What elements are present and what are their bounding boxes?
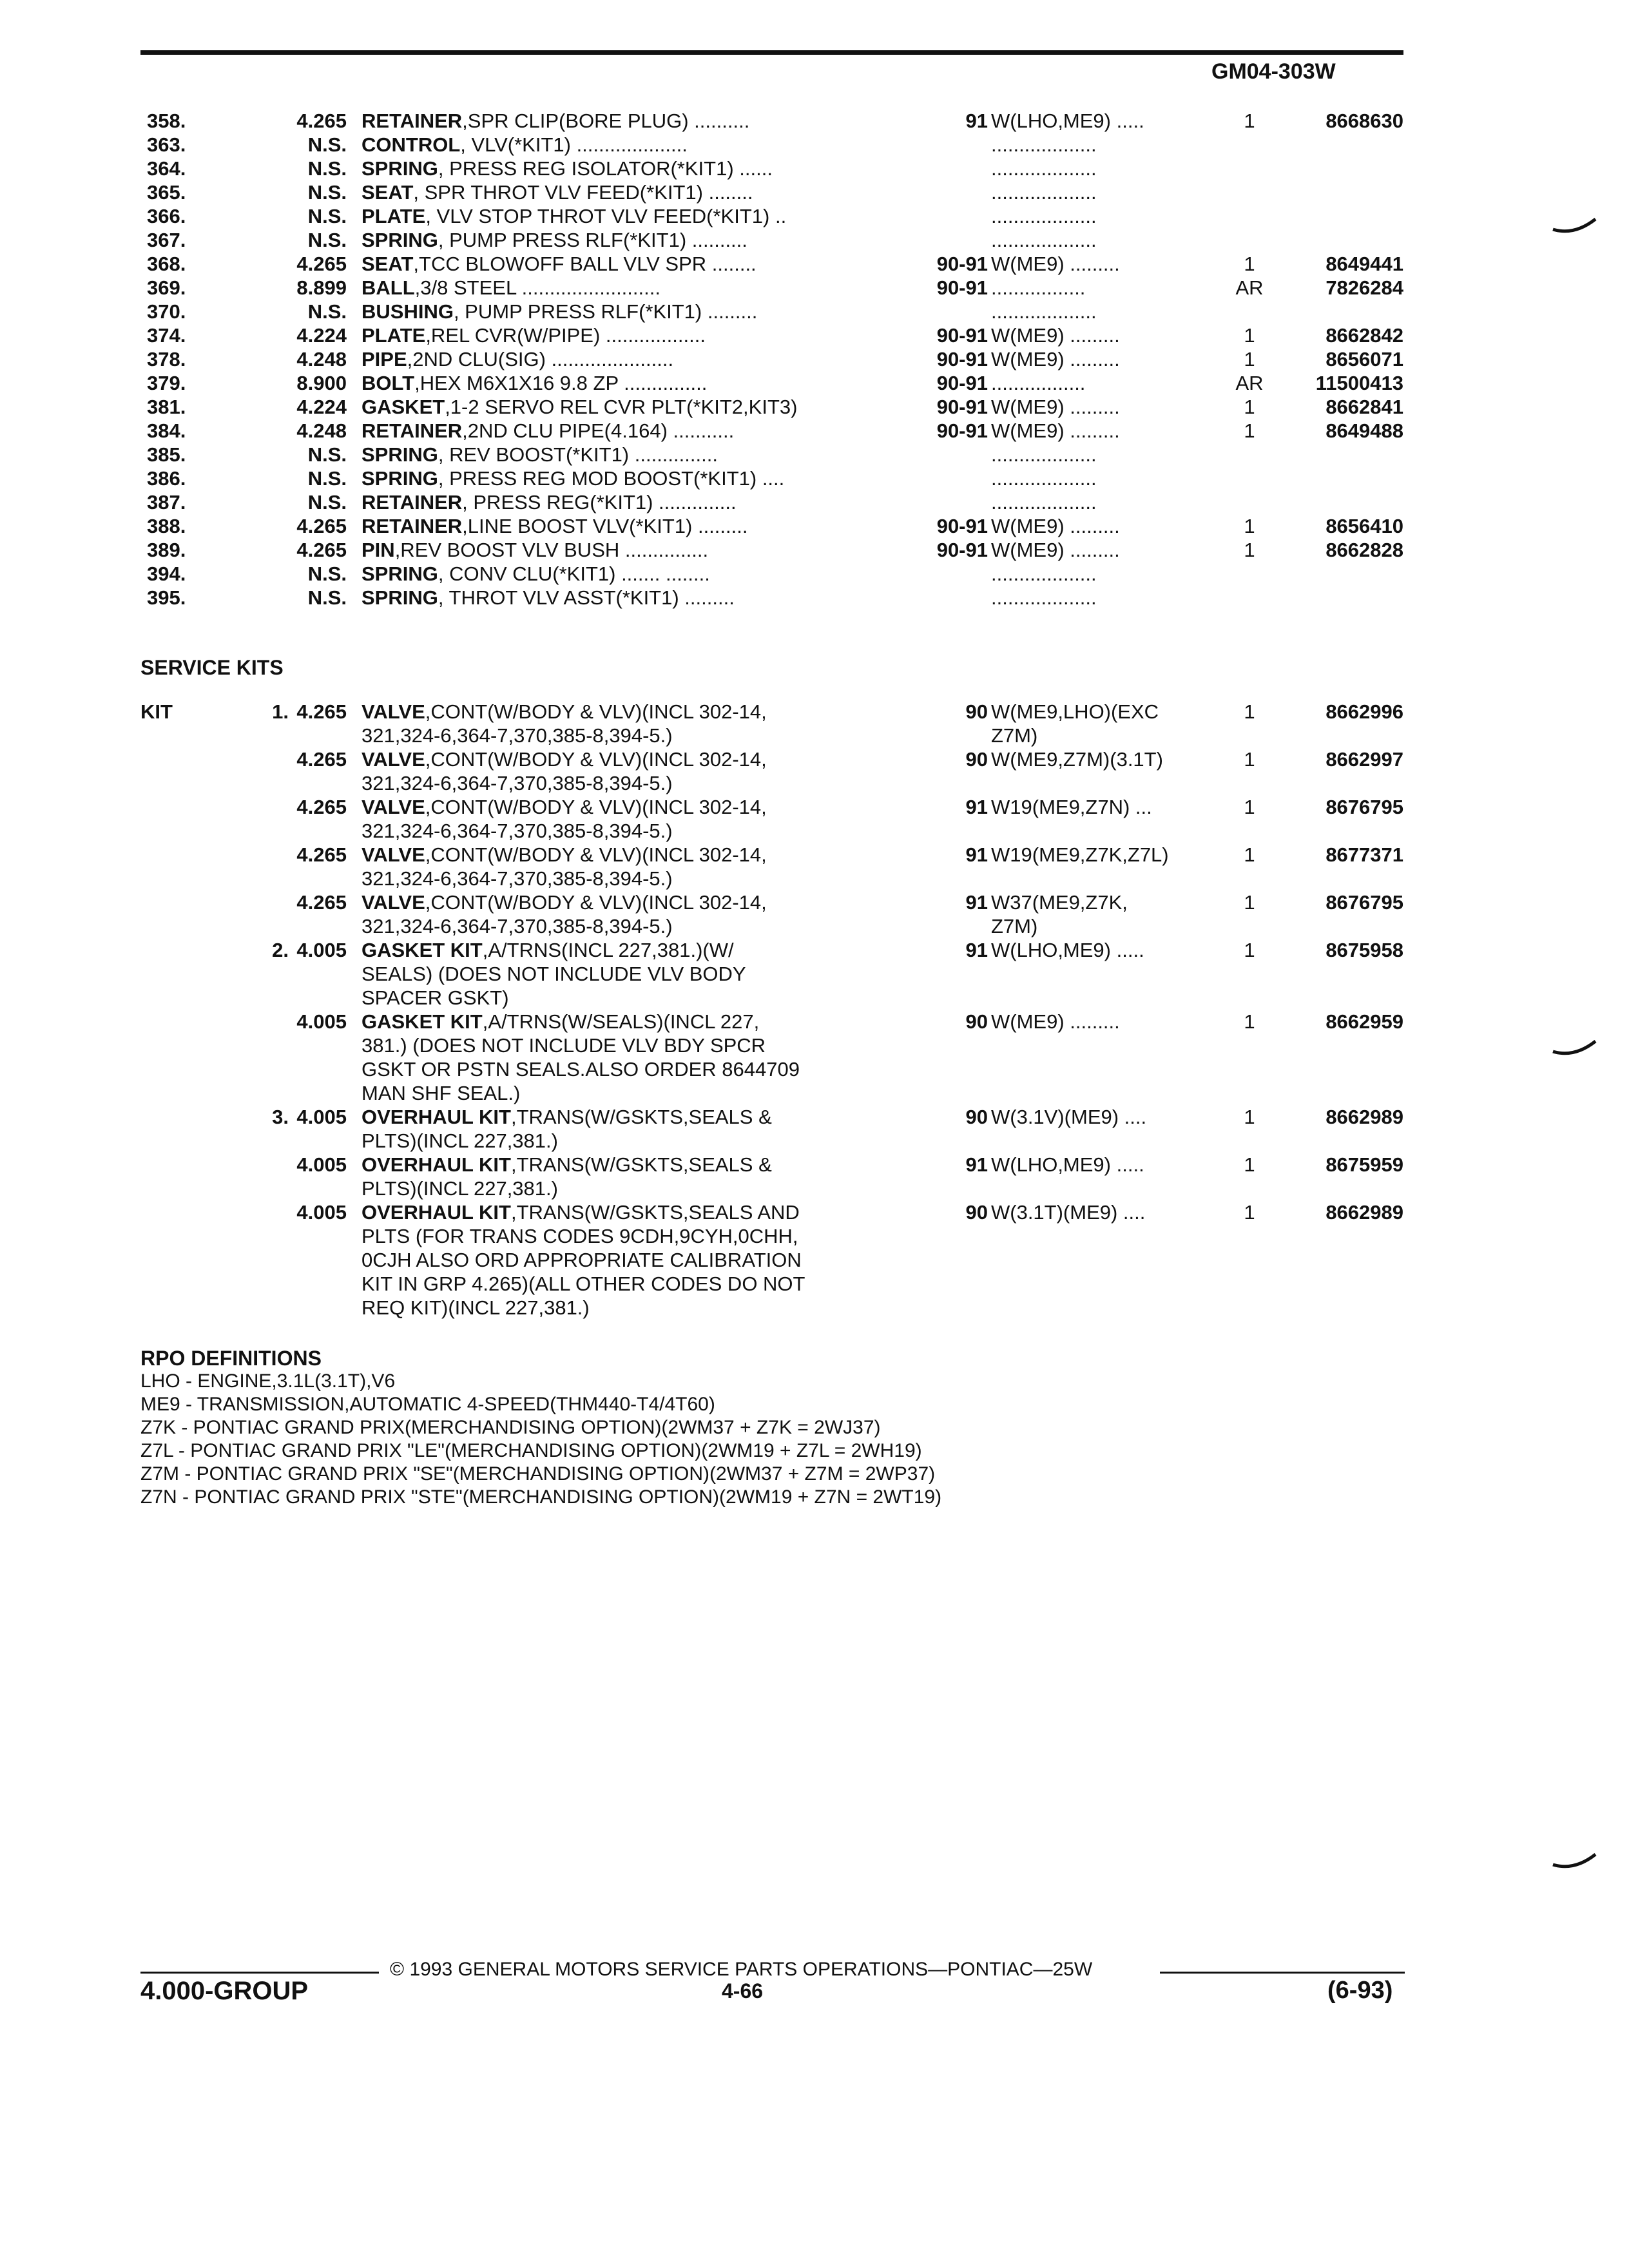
quantity: 1 xyxy=(1244,110,1255,132)
group-number: 8.900 xyxy=(296,372,347,394)
rpo-definition-line: Z7M - PONTIAC GRAND PRIX "SE"(MERCHANDISING OPTION)(2WM37 + Z7M = 2WP37) xyxy=(140,1463,936,1485)
group-number: N.S. xyxy=(307,562,347,585)
application: W(ME9) ......... xyxy=(991,396,1120,418)
model-year: 90-91 xyxy=(936,419,988,442)
quantity: 1 xyxy=(1244,891,1255,914)
part-description-detail: ,2ND CLU PIPE(4.164) ........... xyxy=(462,419,735,442)
model-year: 90 xyxy=(965,700,988,723)
group-number: 4.265 xyxy=(296,748,347,771)
application: ................... xyxy=(991,586,1097,609)
kit-name: VALVE xyxy=(361,796,425,818)
part-name: SPRING xyxy=(361,157,438,180)
model-year: 90-91 xyxy=(936,372,988,394)
kit-row xyxy=(140,1153,1403,1200)
part-name: GASKET xyxy=(361,396,445,418)
kit-row xyxy=(140,1200,1403,1320)
item-number: 388. xyxy=(147,515,186,537)
part-description-detail: , VLV(*KIT1) .................... xyxy=(460,133,688,156)
kit-name: OVERHAUL KIT xyxy=(361,1106,511,1128)
part-description-detail: ,2ND CLU(SIG) ...................... xyxy=(407,348,674,370)
quantity: 1 xyxy=(1244,1106,1255,1128)
group-number: 4.265 xyxy=(296,515,347,537)
application: ................... xyxy=(991,467,1097,490)
rpo-definition-line: ME9 - TRANSMISSION,AUTOMATIC 4-SPEED(THM440-T4/4T60) xyxy=(140,1394,715,1415)
application: W37(ME9,Z7K, Z7M) xyxy=(991,891,1128,937)
model-year: 90-91 xyxy=(936,348,988,370)
application: ................. xyxy=(991,372,1086,394)
part-description-detail: ,SPR CLIP(BORE PLUG) .......... xyxy=(462,110,750,132)
kit-number: 2. xyxy=(272,939,289,961)
quantity: 1 xyxy=(1244,796,1255,818)
quantity: 1 xyxy=(1244,939,1255,961)
part-description-detail: , PUMP PRESS RLF(*KIT1) .......... xyxy=(438,229,747,251)
model-year: 91 xyxy=(965,110,988,132)
part-row xyxy=(140,276,1403,300)
part-description-detail: ,LINE BOOST VLV(*KIT1) ......... xyxy=(462,515,748,537)
group-number: 4.265 xyxy=(296,843,347,866)
model-year: 90-91 xyxy=(936,539,988,561)
item-number: 379. xyxy=(147,372,186,394)
item-number: 358. xyxy=(147,110,186,132)
part-description-detail: , THROT VLV ASST(*KIT1) ......... xyxy=(438,586,735,609)
footer-rule-right xyxy=(1160,1972,1405,1974)
footer-rule-left xyxy=(140,1972,379,1974)
part-number: 8649441 xyxy=(1325,253,1403,275)
rpo-definition-line: Z7N - PONTIAC GRAND PRIX "STE"(MERCHANDISING OPTION)(2WM19 + Z7N = 2WT19) xyxy=(140,1486,942,1508)
footer-copyright: © 1993 GENERAL MOTORS SERVICE PARTS OPERATIONS—PONTIAC—25W xyxy=(390,1959,1093,1980)
quantity: AR xyxy=(1235,372,1264,394)
part-description-detail: ,HEX M6X1X16 9.8 ZP ............... xyxy=(414,372,708,394)
quantity: 1 xyxy=(1244,843,1255,866)
part-number: 8662828 xyxy=(1325,539,1403,561)
part-description-detail: , SPR THROT VLV FEED(*KIT1) ........ xyxy=(413,181,753,204)
part-name: SEAT xyxy=(361,253,414,275)
group-number: 4.005 xyxy=(296,939,347,961)
part-number: 8662997 xyxy=(1325,748,1403,771)
item-number: 364. xyxy=(147,157,186,180)
kit-label: KIT xyxy=(140,700,173,723)
part-description-detail: , PRESS REG MOD BOOST(*KIT1) .... xyxy=(438,467,785,490)
part-description xyxy=(361,133,1019,157)
part-row xyxy=(140,491,1403,515)
part-description xyxy=(361,157,1019,180)
top-rule xyxy=(140,50,1403,55)
quantity: 1 xyxy=(1244,253,1255,275)
item-number: 386. xyxy=(147,467,186,490)
part-row xyxy=(140,396,1403,419)
service-kits-list xyxy=(140,700,1403,1320)
item-number: 367. xyxy=(147,229,186,251)
part-row xyxy=(140,133,1403,157)
application: ................... xyxy=(991,491,1097,514)
item-number: 365. xyxy=(147,181,186,204)
model-year: 91 xyxy=(965,796,988,818)
group-number: 4.005 xyxy=(296,1010,347,1033)
group-number: 4.265 xyxy=(296,700,347,723)
group-number: N.S. xyxy=(307,586,347,609)
group-number: 4.265 xyxy=(296,253,347,275)
kit-number: 1. xyxy=(272,700,289,723)
part-name: RETAINER xyxy=(361,419,463,442)
kit-row xyxy=(140,1105,1403,1153)
part-name: BUSHING xyxy=(361,300,454,323)
part-name: SEAT xyxy=(361,181,414,204)
part-row xyxy=(140,515,1403,539)
group-number: 4.265 xyxy=(296,539,347,561)
kit-row xyxy=(140,795,1403,843)
part-row xyxy=(140,348,1403,372)
group-number: 4.248 xyxy=(296,348,347,370)
kit-description-detail: ,CONT(W/BODY & VLV)(INCL 302-14, 321,324-6,364-7,370,385-8,394-5.) xyxy=(361,700,767,747)
kit-description-detail: ,TRANS(W/GSKTS,SEALS & PLTS)(INCL 227,381.) xyxy=(361,1106,772,1152)
part-description-detail: , VLV STOP THROT VLV FEED(*KIT1) .. xyxy=(425,205,787,227)
application: W(ME9) ......... xyxy=(991,515,1120,537)
quantity: 1 xyxy=(1244,700,1255,723)
application: W19(ME9,Z7K,Z7L) xyxy=(991,843,1169,866)
part-description xyxy=(361,491,1019,514)
part-row xyxy=(140,324,1403,348)
group-number: 4.224 xyxy=(296,396,347,418)
kit-row xyxy=(140,747,1403,795)
part-description-detail: ,TCC BLOWOFF BALL VLV SPR ........ xyxy=(413,253,757,275)
item-number: 395. xyxy=(147,586,186,609)
model-year: 90 xyxy=(965,748,988,771)
part-number: 8668630 xyxy=(1325,110,1403,132)
part-name: RETAINER xyxy=(361,110,463,132)
part-row xyxy=(140,300,1403,324)
part-description-detail: ,3/8 STEEL ......................... xyxy=(414,276,660,299)
quantity: 1 xyxy=(1244,419,1255,442)
group-number: 4.265 xyxy=(296,891,347,914)
group-number: 4.265 xyxy=(296,796,347,818)
kit-description-detail: ,CONT(W/BODY & VLV)(INCL 302-14, 321,324-6,364-7,370,385-8,394-5.) xyxy=(361,796,767,842)
rpo-title: RPO DEFINITIONS xyxy=(140,1347,322,1370)
model-year: 91 xyxy=(965,891,988,914)
group-number: 8.899 xyxy=(296,276,347,299)
model-year: 91 xyxy=(965,843,988,866)
part-row xyxy=(140,467,1403,491)
part-name: PLATE xyxy=(361,324,426,347)
part-description xyxy=(361,443,1019,466)
application: ................... xyxy=(991,133,1097,156)
application: W(ME9,Z7M)(3.1T) xyxy=(991,748,1163,771)
part-number: 8675958 xyxy=(1325,939,1403,961)
item-number: 387. xyxy=(147,491,186,514)
part-name: SPRING xyxy=(361,586,438,609)
item-number: 384. xyxy=(147,419,186,442)
application: W(3.1V)(ME9) .... xyxy=(991,1106,1147,1128)
kit-description-detail: ,CONT(W/BODY & VLV)(INCL 302-14, 321,324-6,364-7,370,385-8,394-5.) xyxy=(361,748,767,794)
kit-name: VALVE xyxy=(361,843,425,866)
application: ................... xyxy=(991,300,1097,323)
part-description-detail: ,1-2 SERVO REL CVR PLT(*KIT2,KIT3) xyxy=(445,396,798,418)
quantity: 1 xyxy=(1244,396,1255,418)
kit-description-detail: ,A/TRNS(W/SEALS)(INCL 227, 381.) (DOES NOT INCLUDE VLV BDY SPCR GSKT OR PSTN SEALS.ALSO ORDER 8644709 MAN SHF SEAL.) xyxy=(361,1010,800,1104)
application: W(ME9) ......... xyxy=(991,419,1120,442)
quantity: 1 xyxy=(1244,515,1255,537)
part-description xyxy=(361,205,1019,228)
footer-group: 4.000-GROUP xyxy=(140,1977,309,2005)
part-name: SPRING xyxy=(361,467,438,490)
part-name: RETAINER xyxy=(361,491,463,514)
part-number: 8656410 xyxy=(1325,515,1403,537)
part-description xyxy=(361,229,1019,252)
item-number: 366. xyxy=(147,205,186,227)
part-row xyxy=(140,253,1403,276)
kit-row xyxy=(140,890,1403,938)
application: ................... xyxy=(991,229,1097,251)
application: W(LHO,ME9) ..... xyxy=(991,939,1144,961)
application: W(3.1T)(ME9) .... xyxy=(991,1201,1146,1224)
group-number: 4.005 xyxy=(296,1153,347,1176)
item-number: 374. xyxy=(147,324,186,347)
part-description xyxy=(361,467,1019,490)
kit-description-detail: ,TRANS(W/GSKTS,SEALS AND PLTS (FOR TRANS CODES 9CDH,9CYH,0CHH, 0CJH ALSO ORD APPROPRIATE CALIBRATION KIT IN GRP 4.265)(ALL OTHER CODES DO NOT REQ KIT)(INCL 227,381.) xyxy=(361,1201,805,1319)
part-number: 8656071 xyxy=(1325,348,1403,370)
part-name: PLATE xyxy=(361,205,426,227)
rpo-definitions xyxy=(140,1347,941,1509)
kit-row xyxy=(140,843,1403,890)
group-number: N.S. xyxy=(307,157,347,180)
kit-name: GASKET KIT xyxy=(361,1010,483,1033)
part-description xyxy=(361,181,1019,204)
margin-mark xyxy=(1552,1852,1597,1871)
item-number: 389. xyxy=(147,539,186,561)
group-number: 4.224 xyxy=(296,324,347,347)
part-number: 8649488 xyxy=(1325,419,1403,442)
kit-number: 3. xyxy=(272,1106,289,1128)
kit-name: VALVE xyxy=(361,700,425,723)
document-code: GM04-303W xyxy=(1211,59,1336,84)
part-name: BOLT xyxy=(361,372,415,394)
item-number: 378. xyxy=(147,348,186,370)
part-name: PIN xyxy=(361,539,395,561)
kit-name: VALVE xyxy=(361,748,425,771)
application: ................... xyxy=(991,181,1097,204)
quantity: 1 xyxy=(1244,1010,1255,1033)
part-row xyxy=(140,562,1403,586)
part-description-detail: , PRESS REG(*KIT1) .............. xyxy=(462,491,737,514)
group-number: N.S. xyxy=(307,467,347,490)
group-number: N.S. xyxy=(307,133,347,156)
group-number: 4.248 xyxy=(296,419,347,442)
group-number: N.S. xyxy=(307,443,347,466)
group-number: 4.265 xyxy=(296,110,347,132)
kit-name: GASKET KIT xyxy=(361,939,483,961)
part-number: 8676795 xyxy=(1325,796,1403,818)
kit-name: OVERHAUL KIT xyxy=(361,1153,511,1176)
group-number: N.S. xyxy=(307,229,347,251)
part-name: PIPE xyxy=(361,348,407,370)
rpo-lines xyxy=(140,1370,941,1509)
item-number: 394. xyxy=(147,562,186,585)
quantity: 1 xyxy=(1244,539,1255,561)
item-number: 381. xyxy=(147,396,186,418)
part-description-detail: ,REL CVR(W/PIPE) .................. xyxy=(425,324,706,347)
application: ................. xyxy=(991,276,1086,299)
part-number: 7826284 xyxy=(1325,276,1403,299)
quantity: 1 xyxy=(1244,324,1255,347)
part-row xyxy=(140,229,1403,253)
model-year: 90 xyxy=(965,1201,988,1224)
part-row xyxy=(140,157,1403,181)
group-number: 4.005 xyxy=(296,1106,347,1128)
part-name: SPRING xyxy=(361,443,438,466)
quantity: 1 xyxy=(1244,348,1255,370)
item-number: 370. xyxy=(147,300,186,323)
part-row xyxy=(140,586,1403,610)
group-number: N.S. xyxy=(307,205,347,227)
item-number: 363. xyxy=(147,133,186,156)
rpo-definition-line: Z7K - PONTIAC GRAND PRIX(MERCHANDISING OPTION)(2WM37 + Z7K = 2WJ37) xyxy=(140,1417,881,1438)
kit-description-detail: ,CONT(W/BODY & VLV)(INCL 302-14, 321,324-6,364-7,370,385-8,394-5.) xyxy=(361,891,767,937)
part-description-detail: , CONV CLU(*KIT1) ....... ........ xyxy=(438,562,710,585)
application: ................... xyxy=(991,205,1097,227)
part-description-detail: , PUMP PRESS RLF(*KIT1) ......... xyxy=(453,300,758,323)
rpo-definition-line: LHO - ENGINE,3.1L(3.1T),V6 xyxy=(140,1370,396,1392)
model-year: 90 xyxy=(965,1106,988,1128)
quantity: AR xyxy=(1235,276,1264,299)
part-number: 8662959 xyxy=(1325,1010,1403,1033)
part-row xyxy=(140,419,1403,443)
footer-date: (6-93) xyxy=(1327,1977,1393,2004)
part-number: 11500413 xyxy=(1315,372,1403,394)
kit-description-detail: ,CONT(W/BODY & VLV)(INCL 302-14, 321,324-6,364-7,370,385-8,394-5.) xyxy=(361,843,767,890)
model-year: 91 xyxy=(965,939,988,961)
kit-name: VALVE xyxy=(361,891,425,914)
footer-page-number: 4-66 xyxy=(722,1979,764,2003)
rpo-definition-line: Z7L - PONTIAC GRAND PRIX "LE"(MERCHANDISING OPTION)(2WM19 + Z7L = 2WH19) xyxy=(140,1440,922,1461)
part-description xyxy=(361,586,1019,610)
group-number: N.S. xyxy=(307,181,347,204)
item-number: 369. xyxy=(147,276,186,299)
part-row xyxy=(140,110,1403,133)
application: W(LHO,ME9) ..... xyxy=(991,110,1144,132)
application: ................... xyxy=(991,562,1097,585)
kit-name: OVERHAUL KIT xyxy=(361,1201,511,1224)
model-year: 90-91 xyxy=(936,324,988,347)
part-name: SPRING xyxy=(361,229,438,251)
application: W19(ME9,Z7N) ... xyxy=(991,796,1152,818)
application: W(ME9) ......... xyxy=(991,253,1120,275)
model-year: 90-91 xyxy=(936,515,988,537)
margin-mark xyxy=(1552,1039,1597,1058)
part-number: 8662989 xyxy=(1325,1106,1403,1128)
part-number: 8677371 xyxy=(1325,843,1403,866)
model-year: 91 xyxy=(965,1153,988,1176)
kit-row xyxy=(140,1010,1403,1105)
item-number: 385. xyxy=(147,443,186,466)
part-number: 8662996 xyxy=(1325,700,1403,723)
model-year: 90-91 xyxy=(936,276,988,299)
quantity: 1 xyxy=(1244,1201,1255,1224)
part-description-detail: , REV BOOST(*KIT1) ............... xyxy=(438,443,718,466)
part-description xyxy=(361,562,1019,586)
part-row xyxy=(140,205,1403,229)
model-year: 90-91 xyxy=(936,253,988,275)
part-row xyxy=(140,443,1403,467)
application: ................... xyxy=(991,443,1097,466)
part-name: CONTROL xyxy=(361,133,461,156)
part-number: 8662842 xyxy=(1325,324,1403,347)
part-number: 8676795 xyxy=(1325,891,1403,914)
item-number: 368. xyxy=(147,253,186,275)
part-description-detail: ,REV BOOST VLV BUSH ............... xyxy=(394,539,709,561)
part-row xyxy=(140,539,1403,562)
quantity: 1 xyxy=(1244,1153,1255,1176)
part-row xyxy=(140,181,1403,205)
application: W(LHO,ME9) ..... xyxy=(991,1153,1144,1176)
part-number: 8662989 xyxy=(1325,1201,1403,1224)
group-number: N.S. xyxy=(307,300,347,323)
part-name: RETAINER xyxy=(361,515,463,537)
kit-row xyxy=(140,700,1403,747)
kit-description-detail: ,TRANS(W/GSKTS,SEALS & PLTS)(INCL 227,381.) xyxy=(361,1153,772,1200)
parts-list xyxy=(140,110,1403,610)
part-row xyxy=(140,372,1403,396)
part-name: SPRING xyxy=(361,562,438,585)
kit-row xyxy=(140,938,1403,1010)
part-name: BALL xyxy=(361,276,415,299)
margin-mark xyxy=(1552,216,1597,236)
quantity: 1 xyxy=(1244,748,1255,771)
application: ................... xyxy=(991,157,1097,180)
application: W(ME9) ......... xyxy=(991,324,1120,347)
part-description-detail: , PRESS REG ISOLATOR(*KIT1) ...... xyxy=(438,157,773,180)
application: W(ME9,LHO)(EXC Z7M) xyxy=(991,700,1159,747)
application: W(ME9) ......... xyxy=(991,348,1120,370)
group-number: N.S. xyxy=(307,491,347,514)
part-number: 8662841 xyxy=(1325,396,1403,418)
application: W(ME9) ......... xyxy=(991,539,1120,561)
model-year: 90-91 xyxy=(936,396,988,418)
model-year: 90 xyxy=(965,1010,988,1033)
part-number: 8675959 xyxy=(1325,1153,1403,1176)
application: W(ME9) ......... xyxy=(991,1010,1120,1033)
kit-description-detail: ,A/TRNS(INCL 227,381.)(W/ SEALS) (DOES NOT INCLUDE VLV BODY SPACER GSKT) xyxy=(361,939,746,1009)
group-number: 4.005 xyxy=(296,1201,347,1224)
part-description xyxy=(361,300,1019,323)
service-kits-title: SERVICE KITS xyxy=(140,656,284,679)
